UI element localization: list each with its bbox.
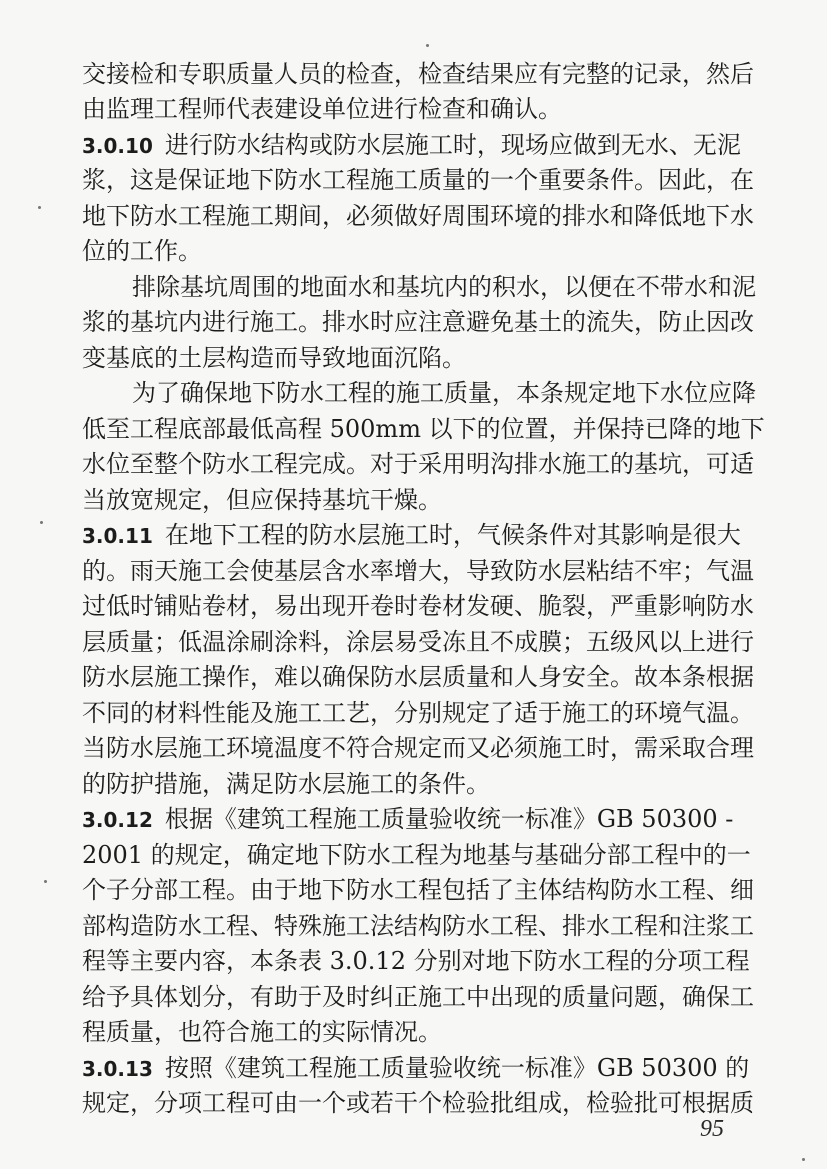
- paragraph-first-line: [132, 376, 756, 410]
- line-text: 的。雨天施工会使基层含水率增大，导致防水层粘结不牢；气温: [82, 557, 754, 585]
- text-line: [82, 92, 562, 126]
- line-text: 防水层施工操作，难以确保防水层质量和人身安全。故本条根据: [82, 663, 754, 691]
- line-text: 进行防水结构或防水层施工时，现场应做到无水、无泥: [164, 131, 741, 159]
- line-text: 浆的基坑内进行施工。排水时应注意避免基土的流失，防止因改: [82, 308, 754, 336]
- line-text: 排除基坑周围的地面水和基坑内的积水，以便在不带水和泥: [132, 273, 756, 301]
- text-line: [82, 199, 754, 233]
- line-text: 水位至整个防水工程完成。对于采用明沟排水施工的基坑，可适: [82, 450, 754, 478]
- text-line: [82, 234, 202, 268]
- text-line: [82, 554, 754, 588]
- paragraph-first-line: [132, 270, 756, 304]
- text-line: [82, 696, 754, 730]
- line-text: 个子分部工程。由于地下防水工程包括了主体结构防水工程、细: [82, 876, 754, 904]
- clause-number: 3.0.13: [82, 1057, 153, 1081]
- line-text: 浆，这是保证地下防水工程施工质量的一个重要条件。因此，在: [82, 166, 754, 194]
- clause-number: 3.0.12: [82, 808, 153, 832]
- line-text: 地下防水工程施工期间，必须做好周围环境的排水和降低地下水: [82, 202, 754, 230]
- scan-speck: [38, 206, 41, 209]
- text-line: [82, 57, 754, 91]
- line-text: 根据《建筑工程施工质量验收统一标准》GB 50300 -: [164, 805, 734, 833]
- text-line: [82, 1015, 442, 1049]
- text-line: [82, 660, 754, 694]
- scan-speck: [802, 1158, 805, 1161]
- scan-speck: [44, 880, 47, 883]
- text-line: [82, 412, 765, 446]
- text-line: [82, 767, 490, 801]
- line-text: 的防护措施，满足防水层施工的条件。: [82, 770, 490, 798]
- line-text: 按照《建筑工程施工质量验收统一标准》GB 50300 的: [164, 1054, 750, 1082]
- clause-number: 3.0.11: [82, 524, 153, 548]
- text-line: [82, 589, 754, 623]
- line-text: 由监理工程师代表建设单位进行检查和确认。: [82, 95, 562, 123]
- line-text: 过低时铺贴卷材，易出现开卷时卷材发硬、脆裂，严重影响防水: [82, 592, 754, 620]
- clause-heading-line: [82, 1051, 749, 1085]
- line-text: 2001 的规定，确定地下防水工程为地基与基础分部工程中的一: [82, 841, 751, 869]
- clause-heading-line: [82, 518, 741, 552]
- clause-number: 3.0.10: [82, 134, 153, 158]
- line-text: 程等主要内容，本条表 3.0.12 分别对地下防水工程的分项工程: [82, 947, 750, 975]
- text-line: [82, 980, 754, 1014]
- line-text: 当防水层施工环境温度不符合规定而又必须施工时，需采取合理: [82, 734, 754, 762]
- clause-heading-line: [82, 802, 733, 836]
- text-line: [82, 305, 754, 339]
- text-line: [82, 447, 754, 481]
- text-line: [82, 483, 442, 517]
- text-line: [82, 731, 754, 765]
- line-text: 为了确保地下防水工程的施工质量，本条规定地下水位应降: [132, 379, 756, 407]
- line-text: 给予具体划分，有助于及时纠正施工中出现的质量问题，确保工: [82, 983, 754, 1011]
- text-line: [82, 909, 754, 943]
- line-text: 低至工程底部最低高程 500mm 以下的位置，并保持已降的地下: [82, 415, 765, 443]
- text-line: [82, 1086, 754, 1120]
- text-line: [82, 873, 754, 907]
- text-line: [82, 341, 466, 375]
- line-text: 交接检和专职质量人员的检查，检查结果应有完整的记录，然后: [82, 60, 754, 88]
- scan-speck: [40, 521, 43, 524]
- text-line: [82, 625, 754, 659]
- line-text: 变基底的土层构造而导致地面沉陷。: [82, 344, 466, 372]
- text-line: [82, 944, 750, 978]
- line-text: 层质量；低温涂刷涂料，涂层易受冻且不成膜；五级风以上进行: [82, 628, 754, 656]
- line-text: 位的工作。: [82, 237, 202, 265]
- text-line: [82, 838, 751, 872]
- line-text: 程质量，也符合施工的实际情况。: [82, 1018, 442, 1046]
- line-text: 不同的材料性能及施工工艺，分别规定了适于施工的环境气温。: [82, 699, 754, 727]
- line-text: 规定，分项工程可由一个或若干个检验批组成，检验批可根据质: [82, 1089, 754, 1117]
- text-line: [82, 163, 754, 197]
- line-text: 在地下工程的防水层施工时，气候条件对其影响是很大: [164, 521, 741, 549]
- page-number: 95: [700, 1116, 724, 1142]
- line-text: 当放宽规定，但应保持基坑干燥。: [82, 486, 442, 514]
- scan-speck: [426, 44, 429, 47]
- line-text: 部构造防水工程、特殊施工法结构防水工程、排水工程和注浆工: [82, 912, 754, 940]
- clause-heading-line: [82, 128, 741, 162]
